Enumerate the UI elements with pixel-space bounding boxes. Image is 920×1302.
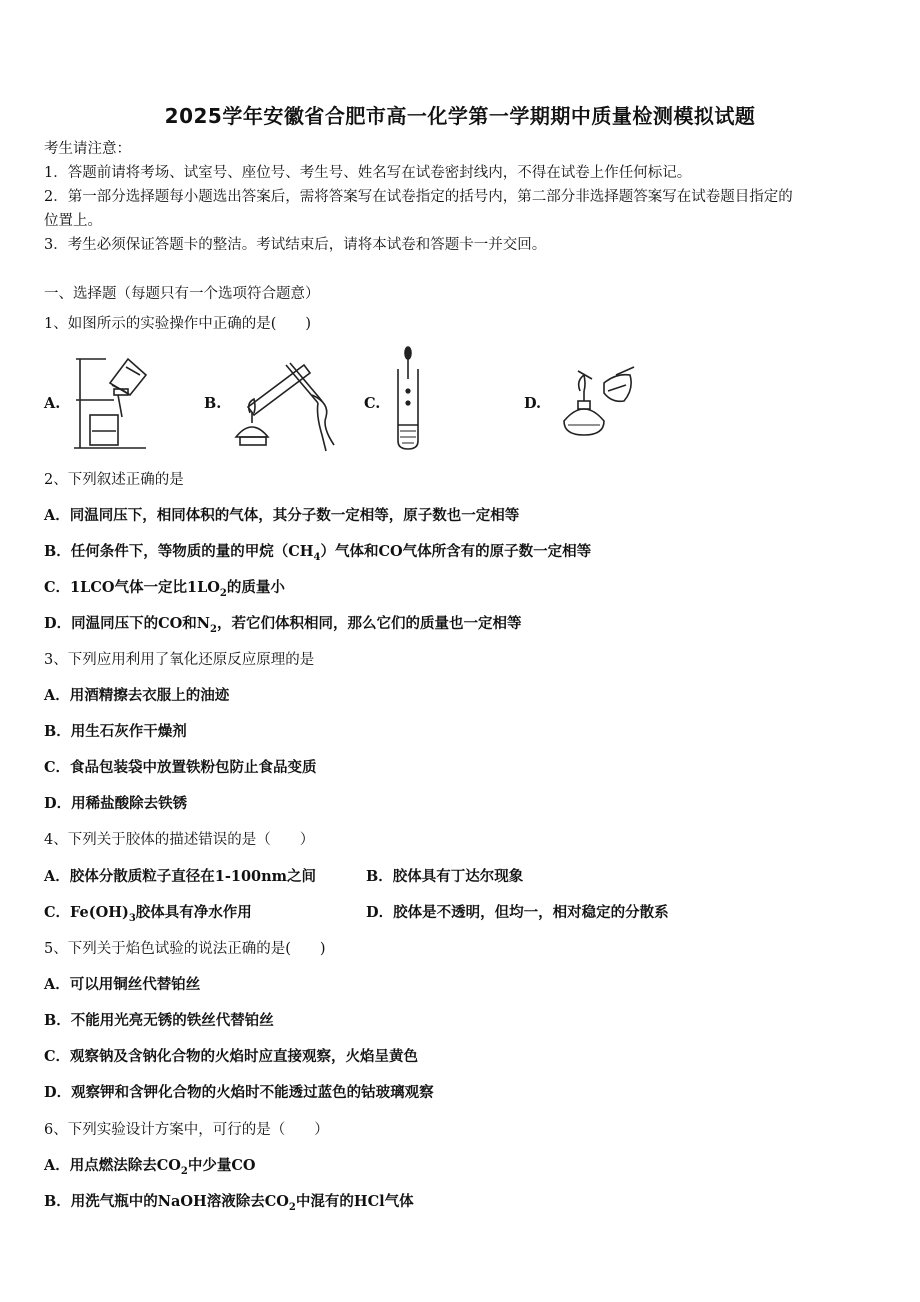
q2-option-a: A．同温同压下，相同体积的气体，其分子数一定相等，原子数也一定相等 bbox=[44, 507, 520, 524]
page-title: 2025学年安徽省合肥市高一化学第一学期期中质量检测模拟试题 bbox=[164, 104, 756, 128]
notice-heading: 考生请注意： bbox=[44, 141, 131, 157]
q2-option-c-text: C．1LCO气体一定比1LO bbox=[44, 579, 220, 596]
q3-option-b: B．用生石灰作干燥剂 bbox=[44, 723, 187, 740]
q1-option-d-label: D. bbox=[524, 395, 542, 412]
q2-option-c-text-2: 的质量小 bbox=[226, 579, 285, 596]
q2-option-d-text: D．同温同压下的CO和N bbox=[44, 615, 210, 632]
dropper-into-test-tube-figure bbox=[394, 345, 434, 455]
q2-option-b-text: B．任何条件下，等物质的量的甲烷（CH bbox=[44, 543, 314, 560]
q6-option-b-text: B．用洗气瓶中的NaOH溶液除去CO bbox=[44, 1193, 289, 1210]
q4-option-d: D．胶体是不透明，但均一，相对稳定的分散系 bbox=[366, 904, 669, 921]
q1-option-b bbox=[204, 345, 354, 455]
q6-option-a-text-2: 中少量CO bbox=[187, 1157, 256, 1174]
q3-stem: 3、下列应用利用了氧化还原反应原理的是 bbox=[44, 652, 315, 668]
q4-option-c-text: C．Fe(OH) bbox=[44, 904, 129, 921]
q3-option-a: A．用酒精擦去衣服上的油迹 bbox=[44, 687, 230, 704]
q1-figures bbox=[44, 345, 684, 455]
q6-option-a-text: A．用点燃法除去CO bbox=[44, 1157, 181, 1174]
notice-item-1: 1．答题前请将考场、试室号、座位号、考生号、姓名写在试卷密封线内，不得在试卷上作任何标记。 bbox=[44, 165, 692, 181]
q4-option-a: A．胶体分散质粒子直径在1-100nm之间 bbox=[44, 868, 317, 885]
q1-option-c-label: C. bbox=[364, 395, 381, 412]
q2-option-d-text-2: ，若它们体积相同，那么它们的质量也一定相等 bbox=[216, 615, 522, 632]
q5-option-a: A．可以用铜丝代替铂丝 bbox=[44, 976, 201, 993]
q6-option-b-text-2: 中混有的HCl气体 bbox=[295, 1193, 414, 1210]
q5-option-c: C．观察钠及含钠化合物的火焰时应直接观察，火焰呈黄色 bbox=[44, 1048, 419, 1065]
q1-option-d bbox=[524, 345, 674, 455]
section-heading: 一、选择题（每题只有一个选项符合题意） bbox=[44, 286, 320, 302]
notice-item-3: 3．考生必须保证答题卡的整洁。考试结束后，请将本试卷和答题卡一并交回。 bbox=[44, 237, 547, 253]
q4-option-c-text-2: 胶体具有净水作用 bbox=[135, 904, 252, 921]
q4-option-b: B．胶体具有丁达尔现象 bbox=[366, 868, 524, 885]
q6-stem: 6、下列实验设计方案中，可行的是（ ） bbox=[44, 1122, 329, 1138]
q3-option-d: D．用稀盐酸除去铁锈 bbox=[44, 795, 188, 812]
q2-option-b bbox=[44, 542, 591, 568]
q6-option-b-sub: 2 bbox=[288, 1201, 296, 1213]
q2-option-d bbox=[44, 614, 521, 640]
q2-stem: 2、下列叙述正确的是 bbox=[44, 472, 184, 488]
heating-on-tripod-figure bbox=[66, 345, 176, 455]
q4-stem: 4、下列关于胶体的描述错误的是（ ） bbox=[44, 832, 315, 848]
q4-option-c-sub: 3 bbox=[128, 912, 136, 924]
q5-stem: 5、下列关于焰色试验的说法正确的是( ) bbox=[44, 941, 326, 957]
q4-option-c bbox=[44, 903, 252, 929]
q2-option-b-text-2: ）气体和CO气体所含有的原子数一定相等 bbox=[320, 543, 592, 560]
notice-item-2-cont: 位置上。 bbox=[44, 213, 102, 229]
q1-stem: 1、如图所示的实验操作中正确的是( ) bbox=[44, 316, 312, 332]
q6-option-a bbox=[44, 1156, 256, 1182]
q6-option-a-sub: 2 bbox=[180, 1165, 188, 1177]
q2-option-c-sub: 2 bbox=[219, 587, 227, 599]
q6-option-b bbox=[44, 1192, 414, 1218]
q3-option-c: C．食品包装袋中放置铁粉包防止食品变质 bbox=[44, 759, 317, 776]
q1-option-b-label: B. bbox=[204, 395, 222, 412]
q5-option-b: B．不能用光亮无锈的铁丝代替铂丝 bbox=[44, 1012, 274, 1029]
notice-item-2: 2．第一部分选择题每小题选出答案后，需将答案写在试卷指定的括号内，第二部分非选择题答案写在试卷题目指定的 bbox=[44, 189, 793, 205]
lighting-alcohol-lamp-figure bbox=[554, 345, 644, 455]
q1-option-a bbox=[44, 345, 194, 455]
q2-option-b-sub: 4 bbox=[313, 551, 321, 563]
q1-option-c bbox=[364, 345, 514, 455]
test-tube-heating-figure bbox=[226, 345, 341, 455]
q2-option-c bbox=[44, 578, 285, 604]
q5-option-d: D．观察钾和含钾化合物的火焰时不能透过蓝色的钴玻璃观察 bbox=[44, 1084, 434, 1101]
q1-option-a-label: A. bbox=[44, 395, 61, 412]
q2-option-d-sub: 2 bbox=[210, 623, 217, 635]
